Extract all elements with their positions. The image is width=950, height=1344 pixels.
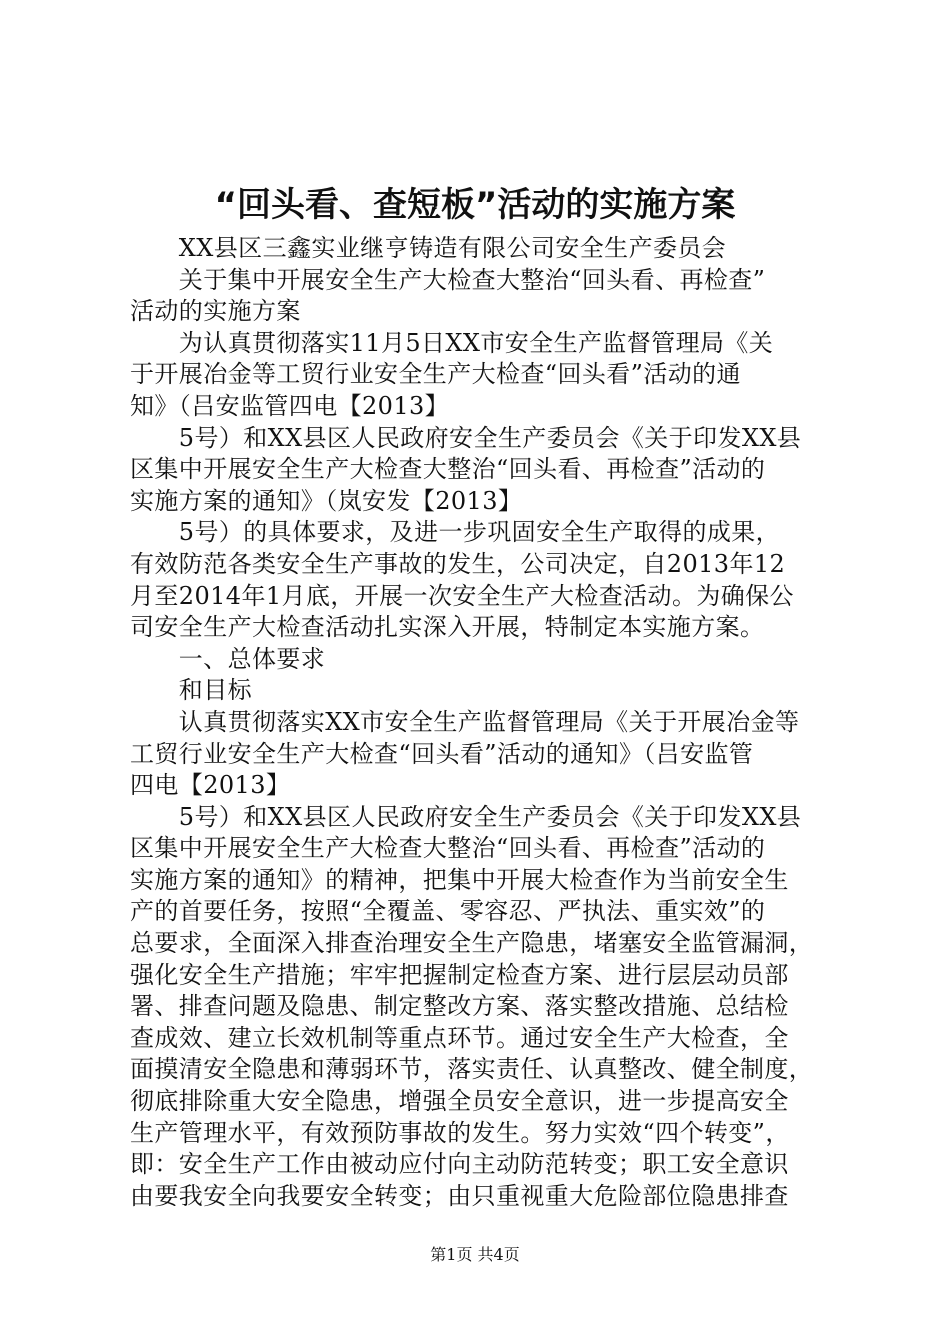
body-line: 为认真贯彻落实11月5日XX市安全生产监督管理局《关 [130, 328, 774, 357]
body-line: 强化安全生产措施；牢牢把握制定检查方案、进行层层动员部 [130, 960, 789, 989]
body-line: 有效防范各类安全生产事故的发生，公司决定，自2013年12 [130, 549, 786, 578]
body-line: 5号）的具体要求，及进一步巩固安全生产取得的成果， [130, 518, 781, 547]
body-line: 5号）和XX县区人民政府安全生产委员会《关于印发XX县 [130, 423, 802, 452]
page-footer: 第1页 共4页 [430, 1245, 520, 1264]
body-line: 实施方案的通知》（岚安发【2013】 [130, 486, 523, 515]
body-line: 面摸清安全隐患和薄弱环节，落实责任、认真整改、健全制度， [130, 1055, 814, 1084]
body-line: 生产管理水平，有效预防事故的发生。努力实效“四个转变”， [130, 1118, 790, 1147]
body-line: XX县区三鑫实业继亨铸造有限公司安全生产委员会 [130, 234, 727, 262]
body-line: 四电【2013】 [130, 771, 291, 800]
body-line: 即：安全生产工作由被动应付向主动防范转变；职工安全意识 [130, 1150, 789, 1179]
body-line: 区集中开展安全生产大检查大整治“回头看、再检查”活动的 [130, 834, 766, 863]
body-line: 产的首要任务，按照“全覆盖、零容忍、严执法、重实效”的 [130, 897, 766, 926]
body-line: 于开展冶金等工贸行业安全生产大检查“回头看”活动的通 [130, 360, 741, 389]
body-line: 彻底排除重大安全隐患，增强全员安全意识，进一步提高安全 [130, 1087, 789, 1116]
body-line: 总要求，全面深入排查治理安全生产隐患，堵塞安全监管漏洞， [130, 929, 814, 958]
document-title: “回头看、查短板”活动的实施方案 [214, 185, 736, 225]
body-line: 查成效、建立长效机制等重点环节。通过安全生产大检查，全 [130, 1023, 789, 1052]
body-line: 关于集中开展安全生产大检查大整治“回头看、再检查” [130, 265, 766, 294]
body-line: 知》（吕安监管四电【2013】 [130, 391, 450, 420]
body-line: 实施方案的通知》的精神，把集中开展大检查作为当前安全生 [130, 865, 789, 894]
body-line: 活动的实施方案 [130, 297, 301, 326]
body-line: 5号）和XX县区人民政府安全生产委员会《关于印发XX县 [130, 802, 802, 831]
body-line: 认真贯彻落实XX市安全生产监督管理局《关于开展冶金等 [130, 707, 800, 736]
body-line: 月至2014年1月底，开展一次安全生产大检查活动。为确保公 [130, 581, 794, 610]
body-line: 署、排查问题及隐患、制定整改方案、落实整改措施、总结检 [130, 992, 789, 1021]
body-line: 司安全生产大检查活动扎实深入开展，特制定本实施方案。 [130, 613, 765, 642]
body-line: 一、总体要求 [130, 644, 326, 673]
body-line: 和目标 [130, 676, 252, 705]
body-line: 区集中开展安全生产大检查大整治“回头看、再检查”活动的 [130, 455, 766, 484]
body-line: 工贸行业安全生产大检查“回头看”活动的通知》（吕安监管 [130, 739, 754, 768]
document-body [130, 233, 832, 1212]
body-line: 由要我安全向我要安全转变；由只重视重大危险部位隐患排查 [130, 1181, 789, 1210]
